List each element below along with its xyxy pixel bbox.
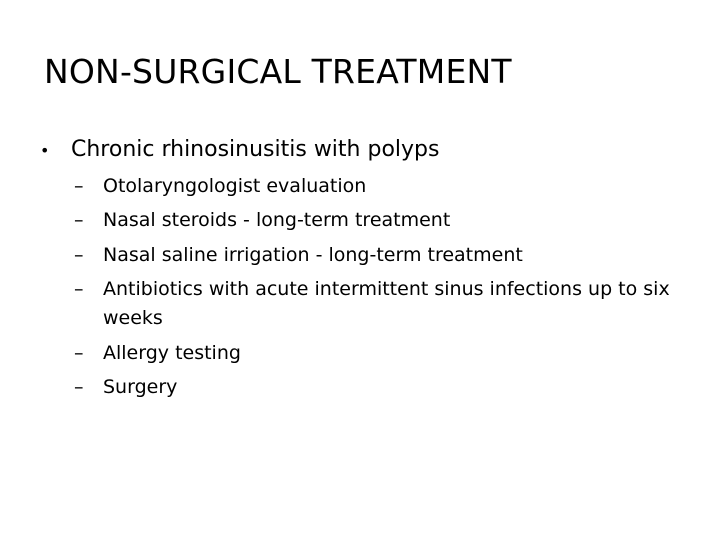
slide-title: NON-SURGICAL TREATMENT bbox=[44, 52, 512, 91]
dash-icon: – bbox=[74, 244, 84, 266]
dash-icon: – bbox=[74, 278, 84, 300]
dash-icon: – bbox=[74, 175, 84, 197]
dash-icon: – bbox=[74, 376, 84, 398]
bullet-item bbox=[0, 134, 720, 166]
sub-bullet-item bbox=[0, 172, 720, 201]
sub-bullet-text: Allergy testing bbox=[103, 342, 241, 364]
sub-bullet-item bbox=[0, 241, 720, 270]
dash-icon: – bbox=[74, 342, 84, 364]
bullet-icon: • bbox=[40, 141, 50, 160]
sub-bullet-item bbox=[0, 373, 720, 402]
sub-bullet-item bbox=[0, 206, 720, 235]
sub-bullet-text: Nasal saline irrigation - long-term treatment bbox=[103, 244, 523, 266]
sub-bullet-text: Otolaryngologist evaluation bbox=[103, 175, 367, 197]
sub-bullet-item bbox=[0, 275, 720, 333]
bullet-text: Chronic rhinosinusitis with polyps bbox=[71, 137, 440, 162]
dash-icon: – bbox=[74, 209, 84, 231]
sub-bullet-item bbox=[0, 339, 720, 368]
sub-bullet-text: Surgery bbox=[103, 376, 178, 398]
sub-bullet-text: Nasal steroids - long-term treatment bbox=[103, 209, 451, 231]
sub-bullet-text: Antibiotics with acute intermittent sinus infections up to six weeks bbox=[103, 278, 670, 329]
